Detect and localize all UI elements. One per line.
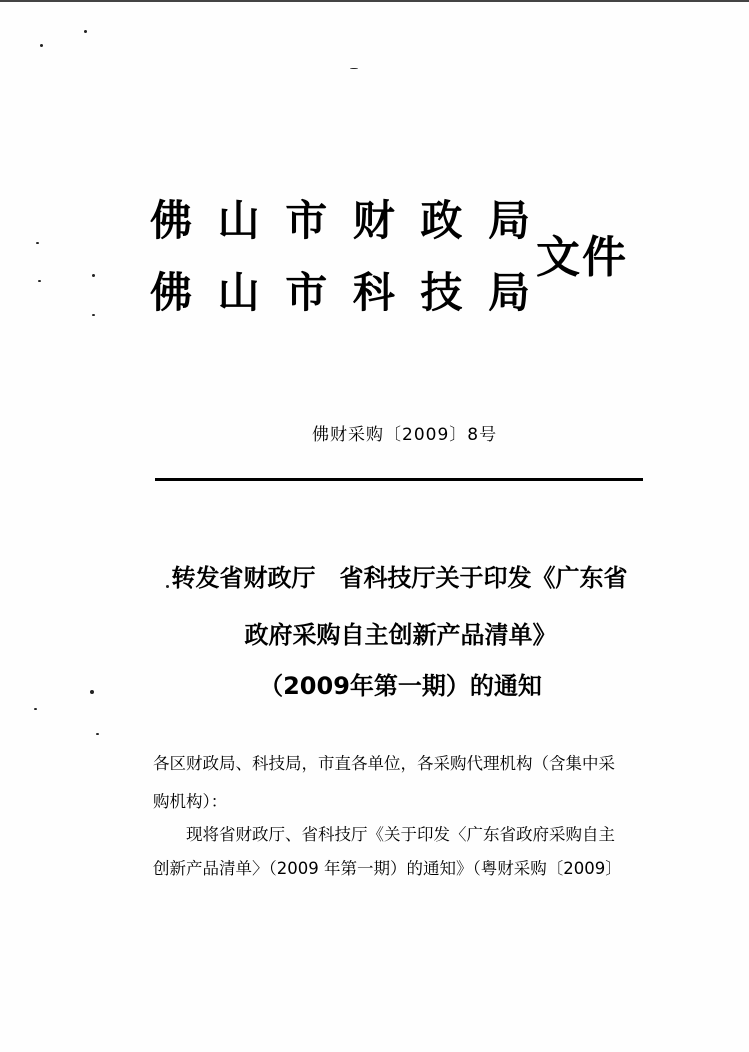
issuer-char: 技: [420, 268, 463, 317]
issuer-char: 局: [487, 196, 530, 245]
body-salutation-line-1: 各区财政局、科技局，市直各单位，各采购代理机构（含集中采: [153, 754, 615, 773]
issuer-char: 山: [217, 196, 260, 245]
issuer-char: 财: [352, 196, 395, 245]
document-title-line-2: 政府采购自主创新产品清单》: [244, 621, 557, 649]
document-type-label: 文件: [536, 232, 628, 283]
scan-speck: [36, 242, 39, 244]
scan-speck: [34, 708, 37, 710]
scan-speck: [92, 274, 95, 277]
issuer-char: 佛: [150, 196, 193, 245]
issuer-line-finance-bureau: [150, 196, 530, 246]
issuer-char: 政: [420, 196, 463, 245]
body-salutation-line-2: 购机构）：: [153, 792, 228, 811]
body-paragraph-line-1: 现将省财政厅、省科技厅《关于印发〈广东省政府采购自主: [186, 825, 615, 844]
issuer-line-science-bureau: [150, 268, 530, 318]
document-title-line-3: （2009年第一期）的通知: [259, 672, 542, 700]
scan-speck: [96, 733, 99, 735]
body-paragraph-line-2: 创新产品清单〉（2009 年第一期）的通知》（粤财采购〔2009〕: [153, 859, 622, 878]
issuer-char: 市: [285, 196, 328, 245]
issuer-char: 市: [285, 268, 328, 317]
issuer-char: 佛: [150, 268, 193, 317]
issuer-char: 山: [217, 268, 260, 317]
scan-speck: [38, 280, 41, 282]
scan-speck: [84, 30, 87, 33]
scan-speck: [40, 44, 43, 47]
scan-speck: [92, 314, 95, 316]
scan-top-edge: [0, 0, 749, 2]
scan-speck: [350, 68, 358, 69]
document-title-line-1: 转发省财政厅 省科技厅关于印发《广东省: [171, 564, 628, 592]
document-number: 佛财采购〔2009〕8号: [312, 425, 498, 445]
issuer-char: 科: [352, 268, 395, 317]
header-divider: [155, 478, 643, 481]
issuer-char: 局: [487, 268, 530, 317]
